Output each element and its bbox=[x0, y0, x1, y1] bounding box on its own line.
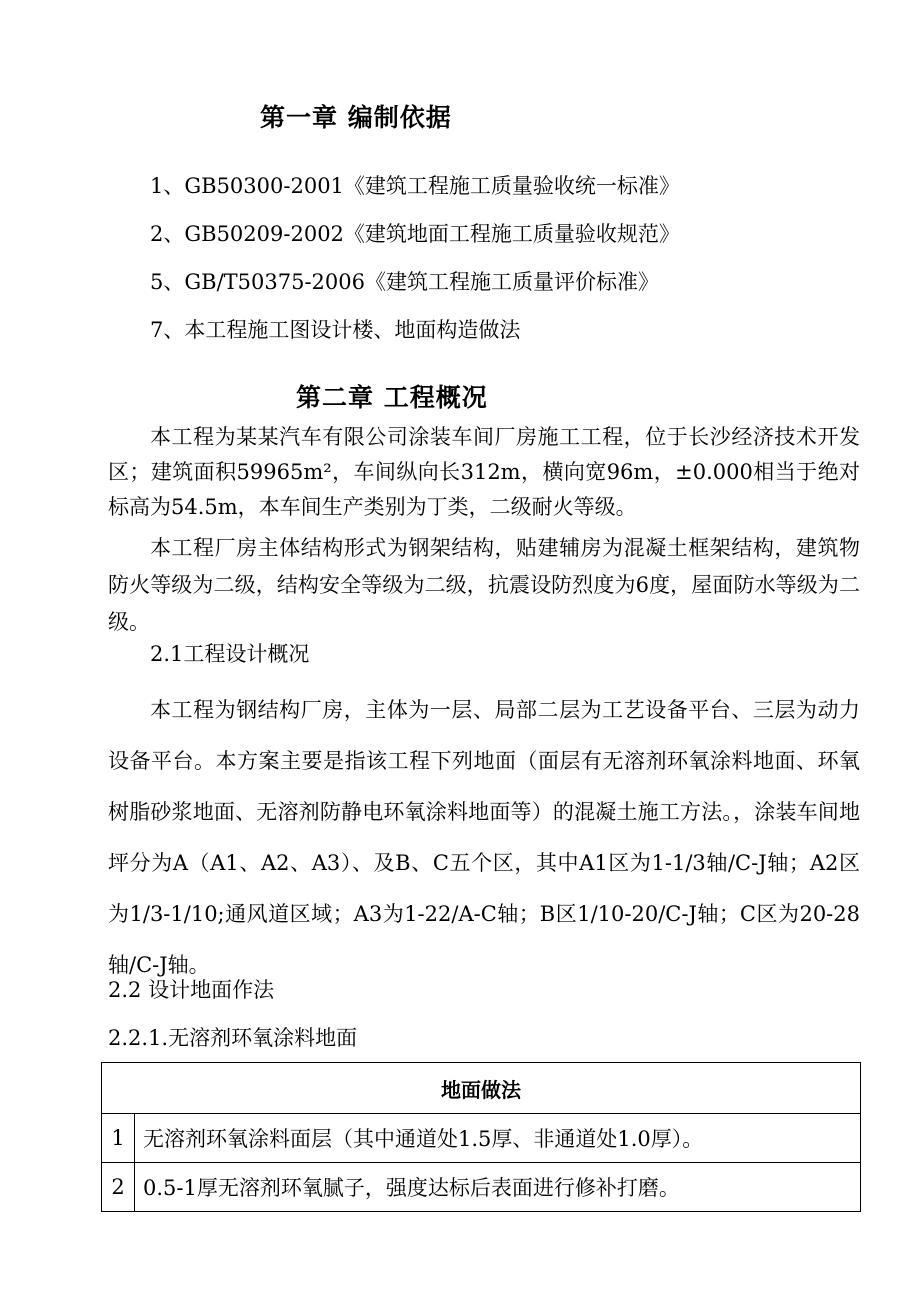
floor-method-table bbox=[101, 1062, 861, 1212]
table-row bbox=[102, 1114, 861, 1163]
reference-item: 7、本工程施工图设计楼、地面构造做法 bbox=[150, 318, 521, 342]
design-overview-paragraph: 本工程为钢结构厂房，主体为一层、局部二层为工艺设备平台、三层为动力设备平台。本方案主要是指该工程下列地面（面层有无溶剂环氧涂料地面、环氧树脂砂浆地面、无溶剂防静电环氧涂料地面等）的混凝土施工方法。，涂装车间地坪分为A（A1、A2、A3）、及B、C五个区，其中A1区为1-1/3轴/C-J轴；A2区为1/3-1/10;通风道区域；A3为1-22/A-C轴；B区1/10-20/C-J轴；C区为20-28轴/C-J轴。 bbox=[108, 698, 860, 977]
section-2-1-heading: 2.1工程设计概况 bbox=[150, 642, 310, 666]
reference-item: 5、GB/T50375-2006《建筑工程施工质量评价标准》 bbox=[150, 270, 659, 294]
table-header: 地面做法 bbox=[102, 1063, 861, 1114]
section-2-2-heading: 2.2 设计地面作法 bbox=[108, 978, 275, 1002]
reference-item: 2、GB50209-2002《建筑地面工程施工质量验收规范》 bbox=[150, 222, 680, 246]
chapter-2-title: 第二章 工程概况 bbox=[296, 383, 488, 412]
chapter-1-title: 第一章 编制依据 bbox=[260, 103, 452, 132]
overview-paragraph-1: 本工程为某某汽车有限公司涂装车间厂房施工工程，位于长沙经济技术开发区；建筑面积59965m²，车间纵向长312m，横向宽96m，±0.000相当于绝对标高为54.5m，本车间生产类别为丁类，二级耐火等级。 bbox=[108, 425, 860, 519]
section-2-2-1-heading: 2.2.1.无溶剂环氧涂料地面 bbox=[108, 1026, 358, 1050]
table-header-row bbox=[102, 1063, 861, 1114]
table-row bbox=[102, 1163, 861, 1212]
row-number: 2 bbox=[102, 1163, 135, 1212]
row-text: 0.5-1厚无溶剂环氧腻子，强度达标后表面进行修补打磨。 bbox=[135, 1163, 861, 1212]
overview-paragraph-2: 本工程厂房主体结构形式为钢架结构，贴建辅房为混凝土框架结构，建筑物防火等级为二级，结构安全等级为二级，抗震设防烈度为6度，屋面防水等级为二级。 bbox=[108, 536, 860, 634]
row-text: 无溶剂环氧涂料面层（其中通道处1.5厚、非通道处1.0厚）。 bbox=[135, 1114, 861, 1163]
reference-item: 1、GB50300-2001《建筑工程施工质量验收统一标准》 bbox=[150, 174, 680, 198]
row-number: 1 bbox=[102, 1114, 135, 1163]
